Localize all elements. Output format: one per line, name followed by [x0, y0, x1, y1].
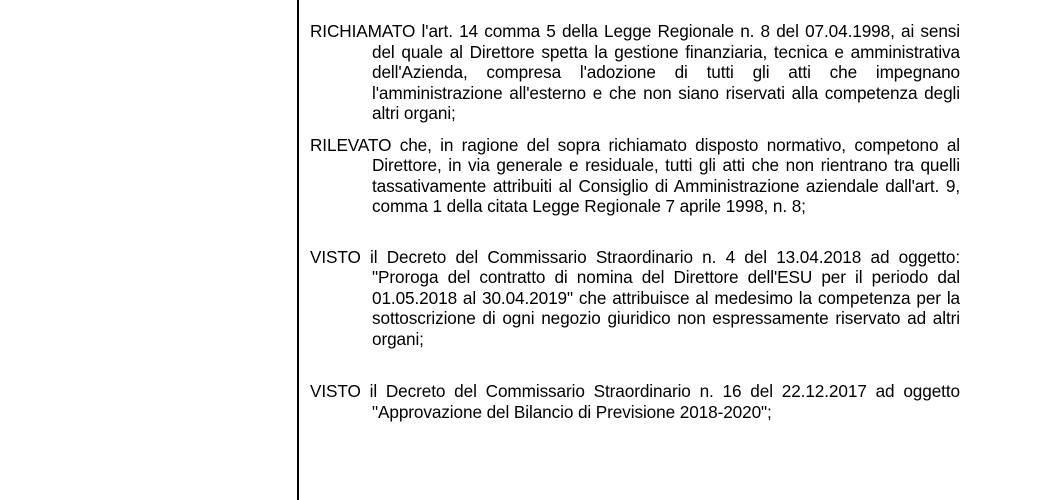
- paragraph-rilevato: [310, 135, 960, 217]
- paragraph-keyword: VISTO: [310, 246, 361, 267]
- paragraph-visto-decreto-16: [310, 381, 960, 422]
- paragraph-visto-decreto-4: [310, 247, 960, 350]
- paragraph-text: il Decreto del Commissario Straordinario n. 16 del 22.12.2017 ad oggetto "Approvazione del Bilancio di Previsione 2018-2020";: [360, 381, 960, 422]
- paragraph-text: l'art. 14 comma 5 della Legge Regionale n. 8 del 07.04.1998, ai sensi del quale al Direttore spetta la gestione finanziaria, tecnica e amministrativa dell'Azienda, compresa l'adozione di tutti gli atti che impegnano l'amministrazione all'esterno e che non siano riservati alla competenza degli altri organi;: [372, 21, 960, 123]
- paragraph-richiamato: [310, 21, 960, 124]
- margin-rule: [297, 0, 299, 500]
- paragraph-keyword: RILEVATO: [310, 134, 392, 155]
- paragraph-text: che, in ragione del sopra richiamato disposto normativo, competono al Direttore, in via generale e residuale, tutti gli atti che non rientrano tra quelli tassativamente attribuiti al Consiglio di Amministrazione aziendale dall'art. 9, comma 1 della citata Legge Regionale 7 aprile 1998, n. 8;: [372, 134, 960, 216]
- paragraph-keyword: VISTO: [310, 381, 361, 401]
- paragraph-keyword: RICHIAMATO: [310, 21, 416, 41]
- document-body: [310, 21, 960, 422]
- paragraph-text: il Decreto del Commissario Straordinario n. 4 del 13.04.2018 ad oggetto: "Proroga del contratto di nomina del Direttore dell'ESU per il periodo dal 01.05.2018 al 30.04.2019" che attribuisce al medesimo la competenza per la sottoscrizione di ogni negozio giuridico non espressamente riservato ad altri organi;: [360, 246, 960, 349]
